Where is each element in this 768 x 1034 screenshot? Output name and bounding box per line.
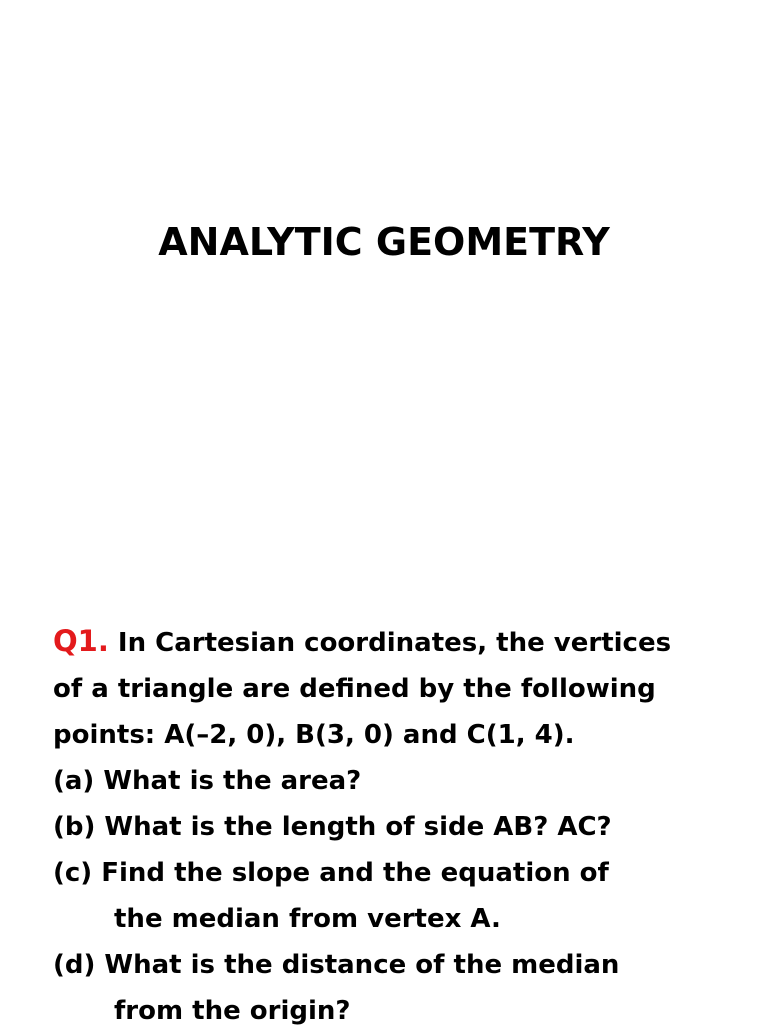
question-intro-line-1 <box>53 618 753 666</box>
question-part-b: (b) What is the length of side AB? AC? <box>53 812 612 842</box>
question-number: Q1. <box>53 624 109 658</box>
question-text-2: of a triangle are defined by the following <box>53 674 656 704</box>
question-text-3: points: A(–2, 0), B(3, 0) and C(1, 4). <box>53 720 575 750</box>
question-block <box>53 618 753 1034</box>
question-part-a: (a) What is the area? <box>53 766 362 796</box>
question-part-d-line-2: from the origin? <box>114 996 351 1026</box>
slide-title: ANALYTIC GEOMETRY <box>158 220 610 264</box>
question-part-d-line-1: (d) What is the distance of the median <box>53 950 620 980</box>
question-part-c-line-2: the median from vertex A. <box>114 904 501 934</box>
question-text-1: In Cartesian coordinates, the vertices <box>117 628 672 658</box>
question-part-c-line-1: (c) Find the slope and the equation of <box>53 858 609 888</box>
